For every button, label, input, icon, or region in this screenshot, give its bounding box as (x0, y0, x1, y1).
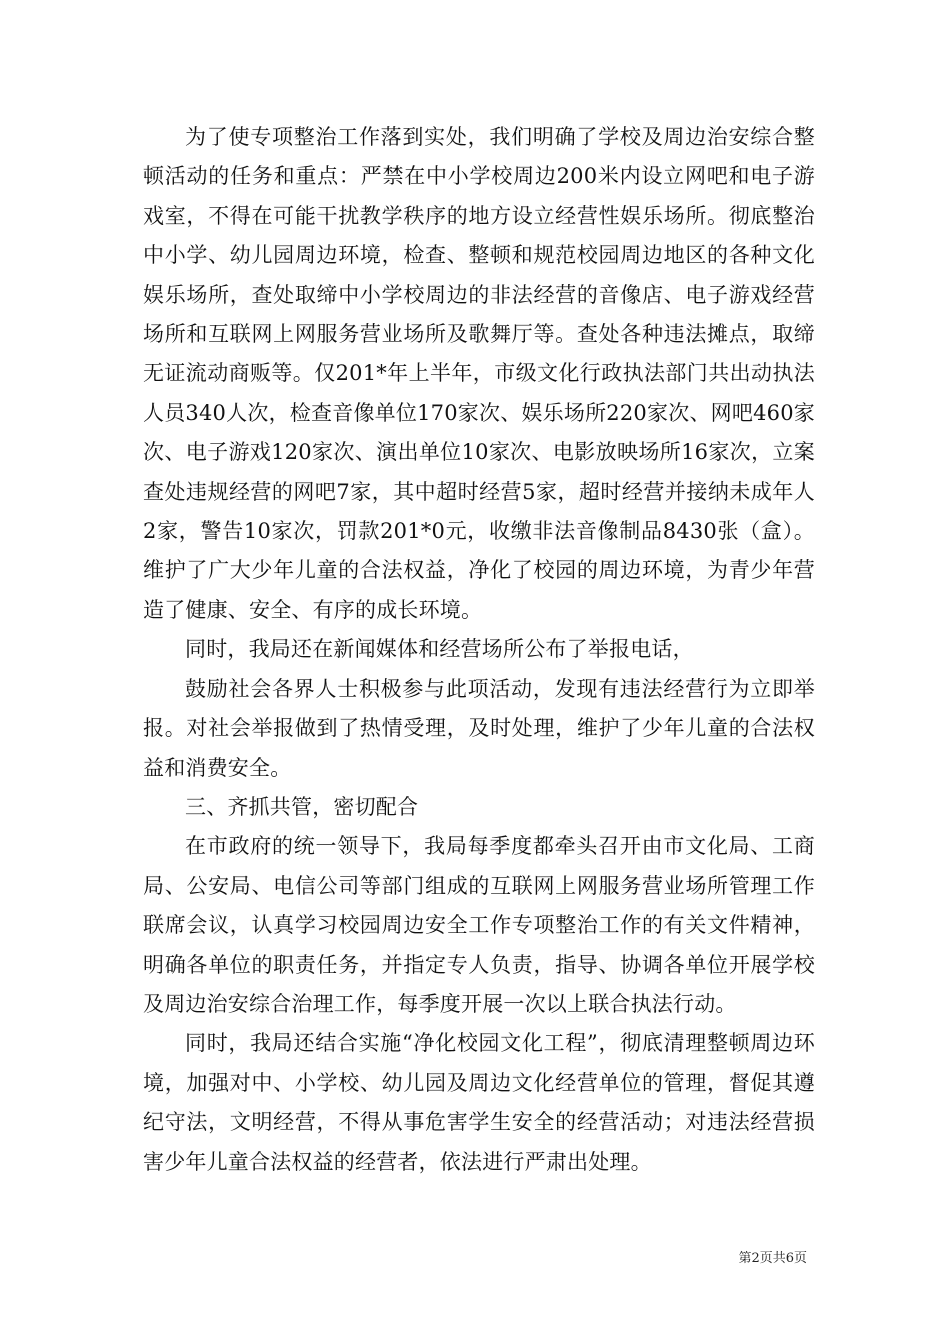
paragraph-hotline: 同时，我局还在新闻媒体和经营场所公布了举报电话， (185, 637, 694, 662)
paragraph-public-reporting: 鼓励社会各界人士积极参与此项活动，发现有违法经营行为立即举报。对社会举报做到了热情受理，及时处理，维护了少年儿童的合法权益和消费安全。 (143, 676, 815, 780)
paragraph-joint-meeting: 在市政府的统一领导下，我局每季度都牵头召开由市文化局、工商局、公安局、电信公司等部门组成的互联网上网服务营业场所管理工作联席会议，认真学习校园周边安全工作专项整治工作的有关文件精神，明确各单位的职责任务，并指定专人负责，指导、协调各单位开展学校及周边治安综合治理工作，每季度开展一次以上联合执法行动。 (143, 834, 815, 1016)
section-heading-cooperation: 三、齐抓共管，密切配合 (185, 794, 419, 819)
paragraph-campus-culture: 同时，我局还结合实施“净化校园文化工程”，彻底清理整顿周边环境，加强对中、小学校、幼儿园及周边文化经营单位的管理，督促其遵纪守法，文明经营，不得从事危害学生安全的经营活动；对违法经营损害少年儿童合法权益的经营者，依法进行严肃出处理。 (143, 1031, 815, 1174)
page-number: 第2页共6页 (738, 1251, 807, 1266)
document-body (143, 118, 815, 1182)
paragraph-special-rectification: 为了使专项整治工作落到实处，我们明确了学校及周边治安综合整顿活动的任务和重点：严禁在中小学校周边200米内设立网吧和电子游戏室，不得在可能干扰教学秩序的地方设立经营性娱乐场所。彻底整治中小学、幼儿园周边环境，检查、整顿和规范校园周边地区的各种文化娱乐场所，查处取缔中小学校周边的非法经营的音像店、电子游戏经营场所和互联网上网服务营业场所及歌舞厅等。查处各种违法摊点，取缔无证流动商贩等。仅201*年上半年，市级文化行政执法部门共出动执法人员340人次，检查音像单位170家次、娱乐场所220家次、网吧460家次、电子游戏120家次、演出单位10家次、电影放映场所16家次，立案查处违规经营的网吧7家，其中超时经营5家，超时经营并接纳未成年人2家，警告10家次，罚款201*0元，收缴非法音像制品8430张（盒）。维护了广大少年儿童的合法权益，净化了校园的周边环境，为青少年营造了健康、安全、有序的成长环境。 (143, 125, 815, 622)
